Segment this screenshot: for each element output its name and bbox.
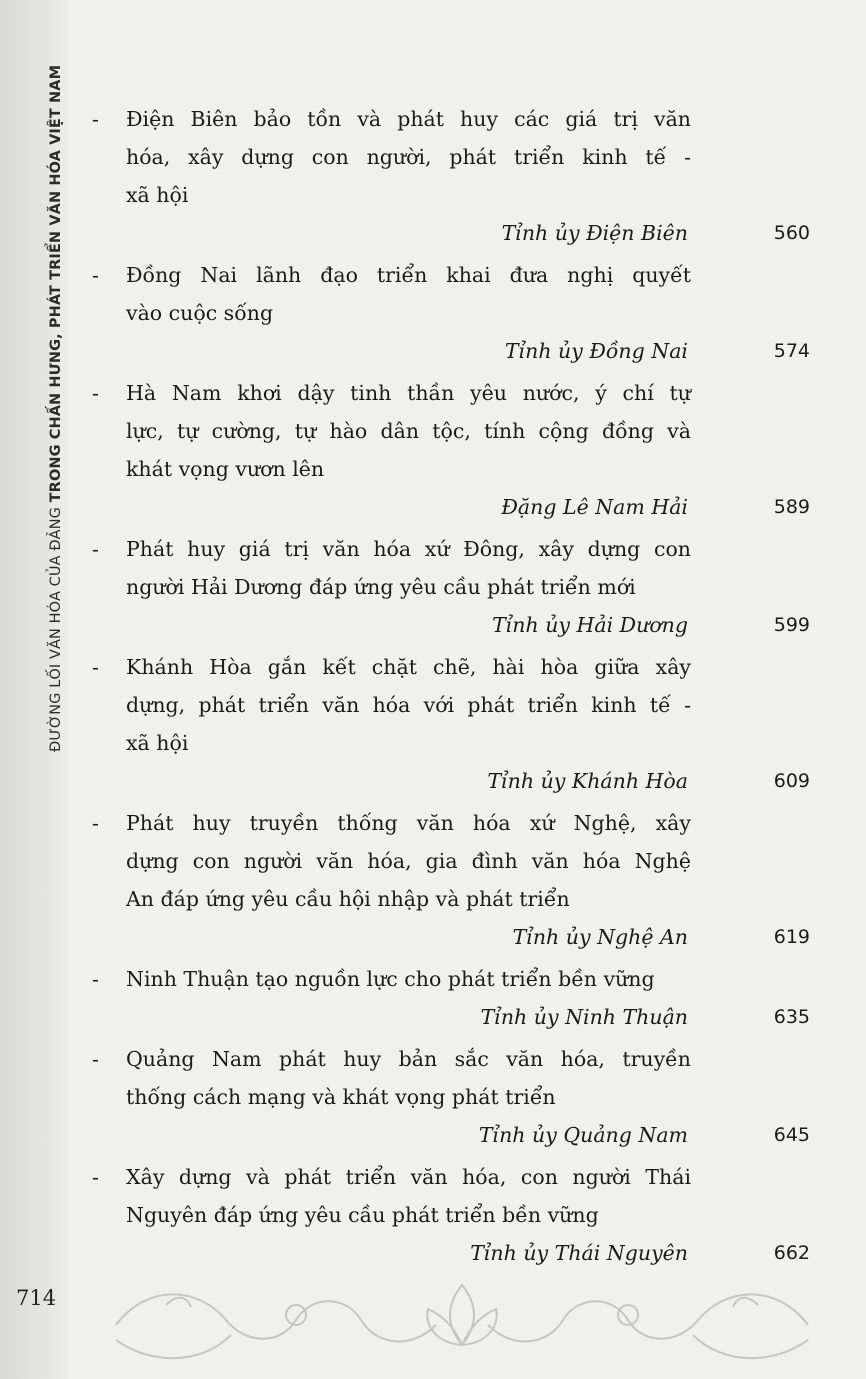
entry-title-line: Hà Nam khơi dậy tinh thần yêu nước, ý chí tự (126, 381, 691, 405)
entry-author: Tỉnh ủy Khánh Hòa (487, 769, 688, 793)
entry-author: Tỉnh ủy Điện Biên (501, 221, 688, 245)
spine-book-title (48, 64, 64, 752)
bullet-dash: - (92, 1165, 99, 1189)
entry-title-line: vào cuộc sống (126, 301, 274, 325)
bullet-dash: - (92, 107, 99, 131)
entry-title-line: Phát huy giá trị văn hóa xứ Đông, xây dựng con (126, 537, 691, 561)
entry-title-line: lực, tự cường, tự hào dân tộc, tính cộng đồng và (126, 419, 691, 443)
entry-page-number: 662 (773, 1242, 810, 1264)
entry-page-number: 619 (773, 926, 810, 948)
entry-title-line: Quảng Nam phát huy bản sắc văn hóa, truyền (126, 1047, 691, 1071)
toc-entry (84, 804, 824, 956)
entry-title-line: xã hội (126, 731, 189, 755)
entry-author: Tỉnh ủy Nghệ An (512, 925, 688, 949)
entry-page-number: 609 (773, 770, 810, 792)
bullet-dash: - (92, 811, 99, 835)
bullet-dash: - (92, 655, 99, 679)
entry-title-line: Khánh Hòa gắn kết chặt chẽ, hài hòa giữa xây (126, 655, 691, 679)
toc-entry (84, 256, 824, 370)
entry-title-line: dựng, phát triển văn hóa với phát triển kinh tế - (126, 693, 691, 717)
entry-title-line: Điện Biên bảo tồn và phát huy các giá trị văn (126, 107, 691, 131)
toc-entry (84, 100, 824, 252)
toc-entry (84, 1040, 824, 1154)
entry-title-line: Đồng Nai lãnh đạo triển khai đưa nghị quyết (126, 263, 691, 287)
toc-entry (84, 648, 824, 800)
page-number: 714 (16, 1286, 57, 1310)
spine-title-regular: ĐƯỜNG LỐI VĂN HÓA CỦA ĐẢNG (48, 502, 64, 752)
entry-title-line: Phát huy truyền thống văn hóa xứ Nghệ, xây (126, 811, 691, 835)
entry-title-line: hóa, xây dựng con người, phát triển kinh tế - (126, 145, 691, 169)
entry-title-line: Nguyên đáp ứng yêu cầu phát triển bền vững (126, 1203, 599, 1227)
entry-author: Tỉnh ủy Hải Dương (492, 613, 688, 637)
table-of-contents (84, 100, 824, 1276)
entry-page-number: 645 (773, 1124, 810, 1146)
entry-title-line: An đáp ứng yêu cầu hội nhập và phát triển (126, 887, 570, 911)
entry-page-number: 635 (773, 1006, 810, 1028)
entry-title-line: Ninh Thuận tạo nguồn lực cho phát triển bền vững (126, 967, 655, 991)
toc-entry (84, 374, 824, 526)
bullet-dash: - (92, 263, 99, 287)
entry-title-line: thống cách mạng và khát vọng phát triển (126, 1085, 556, 1109)
entry-author: Tỉnh ủy Đồng Nai (504, 339, 688, 363)
bullet-dash: - (92, 1047, 99, 1071)
entry-page-number: 589 (773, 496, 810, 518)
bullet-dash: - (92, 381, 99, 405)
entry-title-line: người Hải Dương đáp ứng yêu cầu phát triển mới (126, 575, 636, 599)
entry-page-number: 599 (773, 614, 810, 636)
entry-title-line: dựng con người văn hóa, gia đình văn hóa Nghệ (126, 849, 691, 873)
toc-entry (84, 960, 824, 1036)
entry-author: Đặng Lê Nam Hải (501, 495, 688, 519)
entry-page-number: 574 (773, 340, 810, 362)
toc-entry (84, 1158, 824, 1272)
lotus-scroll-ornament-icon (106, 1265, 818, 1369)
bullet-dash: - (92, 537, 99, 561)
entry-title-line: Xây dựng và phát triển văn hóa, con người Thái (126, 1165, 691, 1189)
entry-author: Tỉnh ủy Thái Nguyên (470, 1241, 688, 1265)
spine-title-bold: TRONG CHẤN HƯNG, PHÁT TRIỂN VĂN HÓA VIỆT NAM (48, 64, 64, 503)
bullet-dash: - (92, 967, 99, 991)
toc-entry (84, 530, 824, 644)
entry-page-number: 560 (773, 222, 810, 244)
entry-author: Tỉnh ủy Ninh Thuận (480, 1005, 688, 1029)
entry-title-line: khát vọng vươn lên (126, 457, 325, 481)
entry-title-line: xã hội (126, 183, 189, 207)
entry-author: Tỉnh ủy Quảng Nam (478, 1123, 688, 1147)
